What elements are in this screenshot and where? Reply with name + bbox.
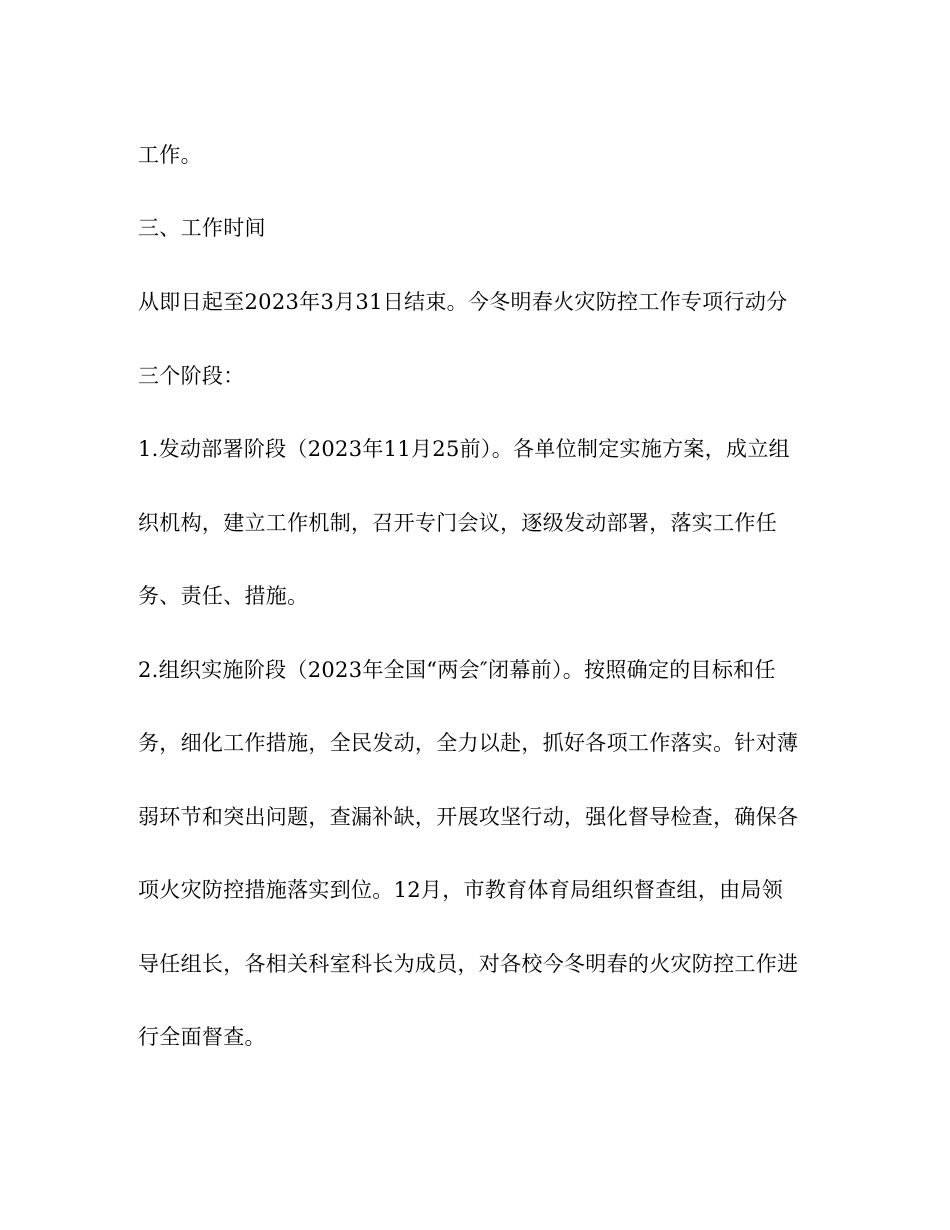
text-line-13: 行全面督查。 xyxy=(138,1025,266,1049)
text-line-12: 导任组长，各相关科室科长为成员，对各校今冬明春的火灾防控工作进 xyxy=(138,952,799,976)
text-line-8: 2.组织实施阶段（2023年全国“两会″闭幕前）。按照确定的目标和任 xyxy=(138,658,776,682)
text-line-6: 织机构，建立工作机制，召开专门会议，逐级发动部署，落实工作任 xyxy=(138,511,777,535)
section-heading-work-time: 三、工作时间 xyxy=(138,216,266,240)
text-line-9: 务，细化工作措施，全民发动，全力以赴，抓好各项工作落实。针对薄 xyxy=(138,731,799,755)
text-line-11: 项火灾防控措施落实到位。12月，市教育体育局组织督查组，由局领 xyxy=(138,878,784,902)
text-line-10: 弱环节和突出问题，查漏补缺，开展攻坚行动，强化督导检查，确保各 xyxy=(138,805,799,829)
text-line-3: 从即日起至2023年3月31日结束。今冬明春火灾防控工作专项行动分 xyxy=(138,290,788,314)
text-line-1: 工作。 xyxy=(138,143,202,167)
text-line-7: 务、责任、措施。 xyxy=(138,584,309,608)
text-line-4: 三个阶段： xyxy=(138,364,245,388)
text-line-5: 1.发动部署阶段（2023年11月25前）。各单位制定实施方案，成立组 xyxy=(138,437,790,461)
